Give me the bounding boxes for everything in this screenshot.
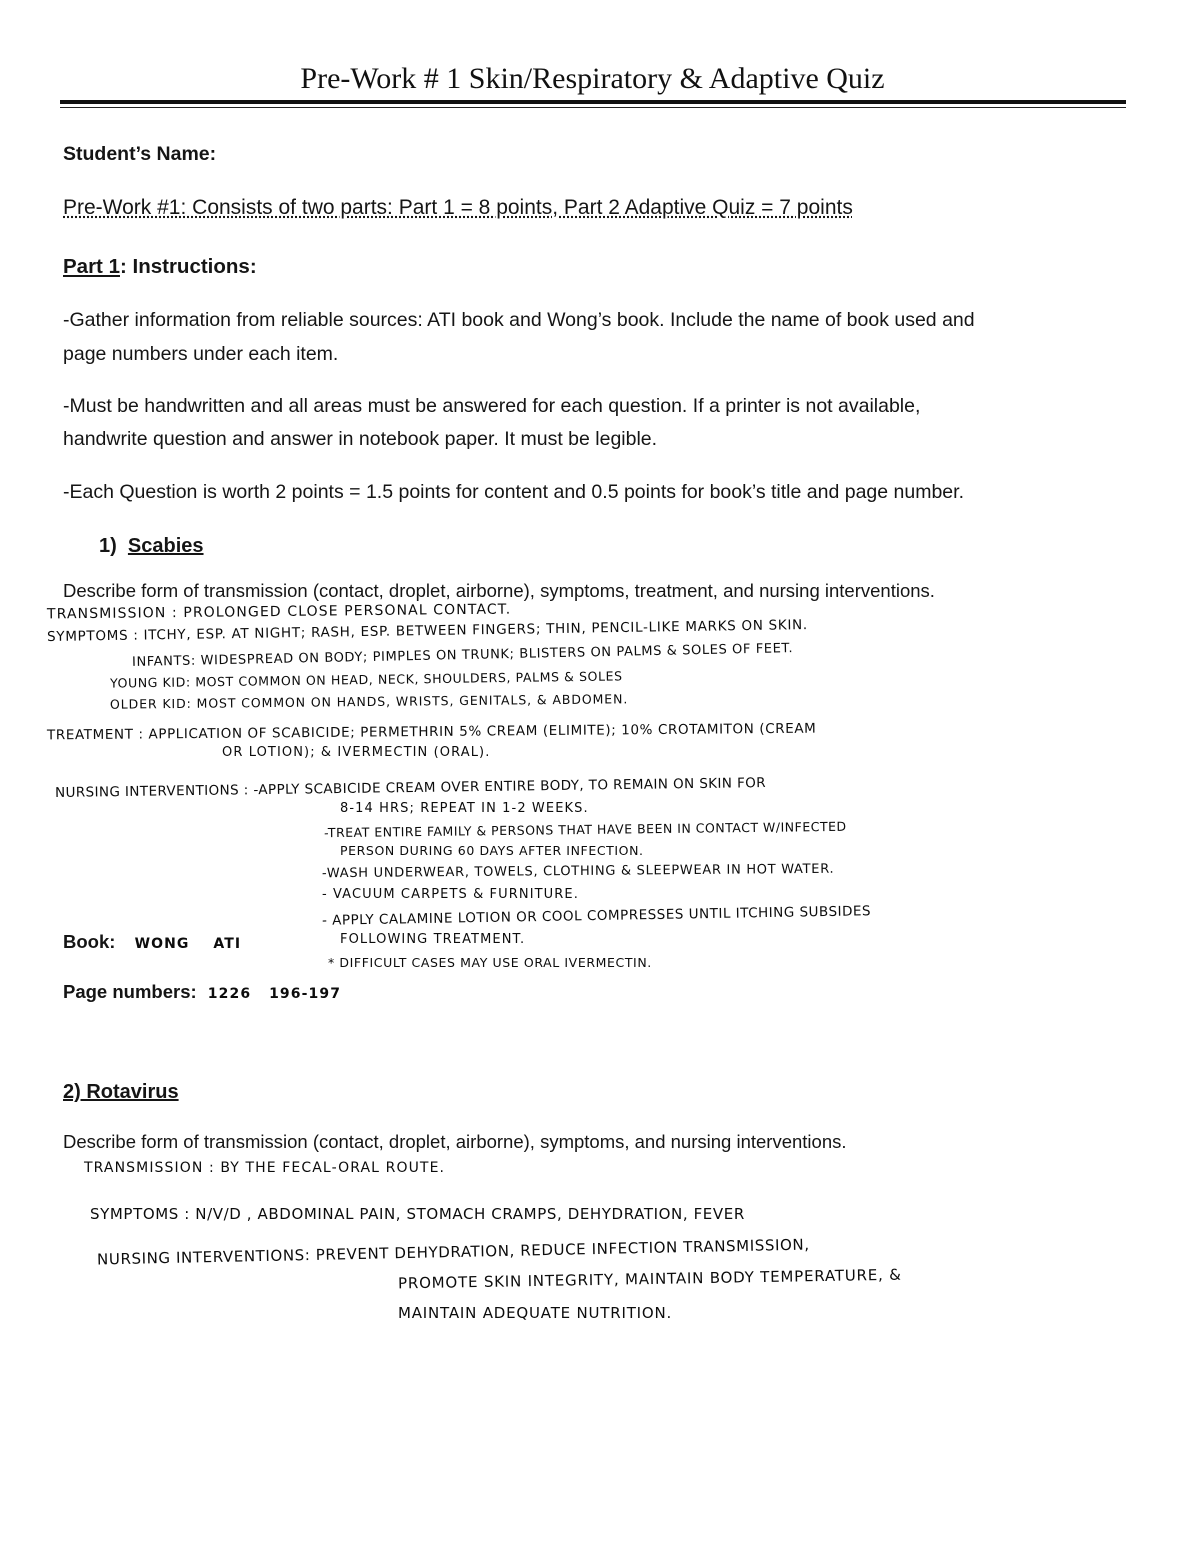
q1-answer-nursing-line-9: * DIFFICULT CASES MAY USE ORAL IVERMECTIN. [328, 955, 652, 970]
book-label: Book: [63, 931, 116, 952]
student-name-label: Student’s Name: [63, 143, 217, 165]
prework-heading: Pre-Work #1: Consists of two parts: Part 1 = 8 points, Part 2 Adaptive Quiz = 7 points [63, 196, 853, 219]
instruction-3: -Each Question is worth 2 points = 1.5 points for content and 0.5 points for book’s title and page number. [63, 481, 964, 503]
q1-answer-older-kid: OLDER KID: MOST COMMON ON HANDS, WRISTS, GENITALS, & ABDOMEN. [109, 691, 629, 712]
q2-answer-transmission: TRANSMISSION : BY THE FECAL-ORAL ROUTE. [84, 1160, 446, 1176]
page-numbers-label: Page numbers: [63, 981, 197, 1002]
q1-answer-nursing-line-7: - APPLY CALAMINE LOTION OR COOL COMPRESSES UNTIL ITCHING SUBSIDES [321, 903, 872, 929]
part1-instructions-label: : Instructions: [119, 255, 257, 278]
q1-answer-nursing-line-6: - VACUUM CARPETS & FURNITURE. [322, 887, 579, 902]
part1-label: Part 1 [63, 255, 120, 278]
q1-answer-symptoms: SYMPTOMS : ITCHY, ESP. AT NIGHT; RASH, ESP. BETWEEN FINGERS; THIN, PENCIL-LIKE MARKS ON SKIN. [46, 617, 808, 645]
q1-answer-treatment-line-2: OR LOTION); & IVERMECTIN (ORAL). [222, 745, 491, 760]
q1-answer-nursing-line-3: -TREAT ENTIRE FAMILY & PERSONS THAT HAVE BEEN IN CONTACT W/INFECTED [323, 818, 847, 841]
title-rule-thick [60, 100, 1126, 104]
q1-answer-nursing-line-8: FOLLOWING TREATMENT. [340, 932, 526, 947]
question-1-prompt: Describe form of transmission (contact, droplet, airborne), symptoms, treatment, and nursing interventions. [63, 580, 935, 601]
title-rule-thin [60, 107, 1126, 108]
document-title: Pre-Work # 1 Skin/Respiratory & Adaptive Quiz [300, 62, 885, 95]
page-numbers-row [63, 981, 341, 1003]
instruction-2-line-1: -Must be handwritten and all areas must be answered for each question. If a printer is not available, [63, 395, 921, 417]
book-value: WONG ATI [134, 936, 242, 952]
instruction-2-line-2: handwrite question and answer in notebook paper. It must be legible. [63, 428, 658, 450]
q1-answer-nursing-line-4: PERSON DURING 60 DAYS AFTER INFECTION. [340, 843, 644, 858]
q2-answer-nursing-line-3: MAINTAIN ADEQUATE NUTRITION. [398, 1304, 673, 1322]
q2-answer-nursing-line-1: NURSING INTERVENTIONS: PREVENT DEHYDRATION, REDUCE INFECTION TRANSMISSION, [96, 1235, 810, 1269]
q1-answer-transmission: TRANSMISSION : PROLONGED CLOSE PERSONAL CONTACT. [46, 601, 512, 623]
q1-answer-young-kid: YOUNG KID: MOST COMMON ON HEAD, NECK, SHOULDERS, PALMS & SOLES [109, 668, 623, 691]
q1-answer-infants: INFANTS: WIDESPREAD ON BODY; PIMPLES ON TRUNK; BLISTERS ON PALMS & SOLES OF FEET. [131, 641, 794, 670]
instruction-1-line-2: page numbers under each item. [63, 343, 339, 365]
question-1-title: Scabies [127, 535, 204, 557]
q2-answer-symptoms: SYMPTOMS : N/V/D , ABDOMINAL PAIN, STOMACH CRAMPS, DEHYDRATION, FEVER [90, 1205, 745, 1223]
question-2-prompt: Describe form of transmission (contact, droplet, airborne), symptoms, and nursing interventions. [63, 1131, 847, 1152]
q2-answer-nursing-line-2: PROMOTE SKIN INTEGRITY, MAINTAIN BODY TEMPERATURE, & [397, 1265, 902, 1293]
question-1-number: 1) [99, 535, 117, 557]
instruction-1-line-1: -Gather information from reliable sources: ATI book and Wong’s book. Include the name of book used and [63, 309, 975, 331]
part1-heading [63, 255, 257, 279]
q1-answer-nursing-line-1: NURSING INTERVENTIONS : -APPLY SCABICIDE CREAM OVER ENTIRE BODY, TO REMAIN ON SKIN FOR [54, 775, 767, 801]
q1-answer-nursing-line-5: -WASH UNDERWEAR, TOWELS, CLOTHING & SLEEPWEAR IN HOT WATER. [321, 861, 835, 882]
q1-answer-treatment-line-1: TREATMENT : APPLICATION OF SCABICIDE; PERMETHRIN 5% CREAM (ELIMITE); 10% CROTAMITON (CREAM [46, 720, 817, 744]
book-row [63, 931, 241, 953]
page-numbers-value: 1226 196-197 [207, 986, 342, 1002]
question-1-heading [99, 535, 204, 558]
q1-answer-nursing-line-2: 8-14 HRS; REPEAT IN 1-2 WEEKS. [340, 801, 589, 816]
question-2-heading: 2) Rotavirus [63, 1081, 179, 1103]
